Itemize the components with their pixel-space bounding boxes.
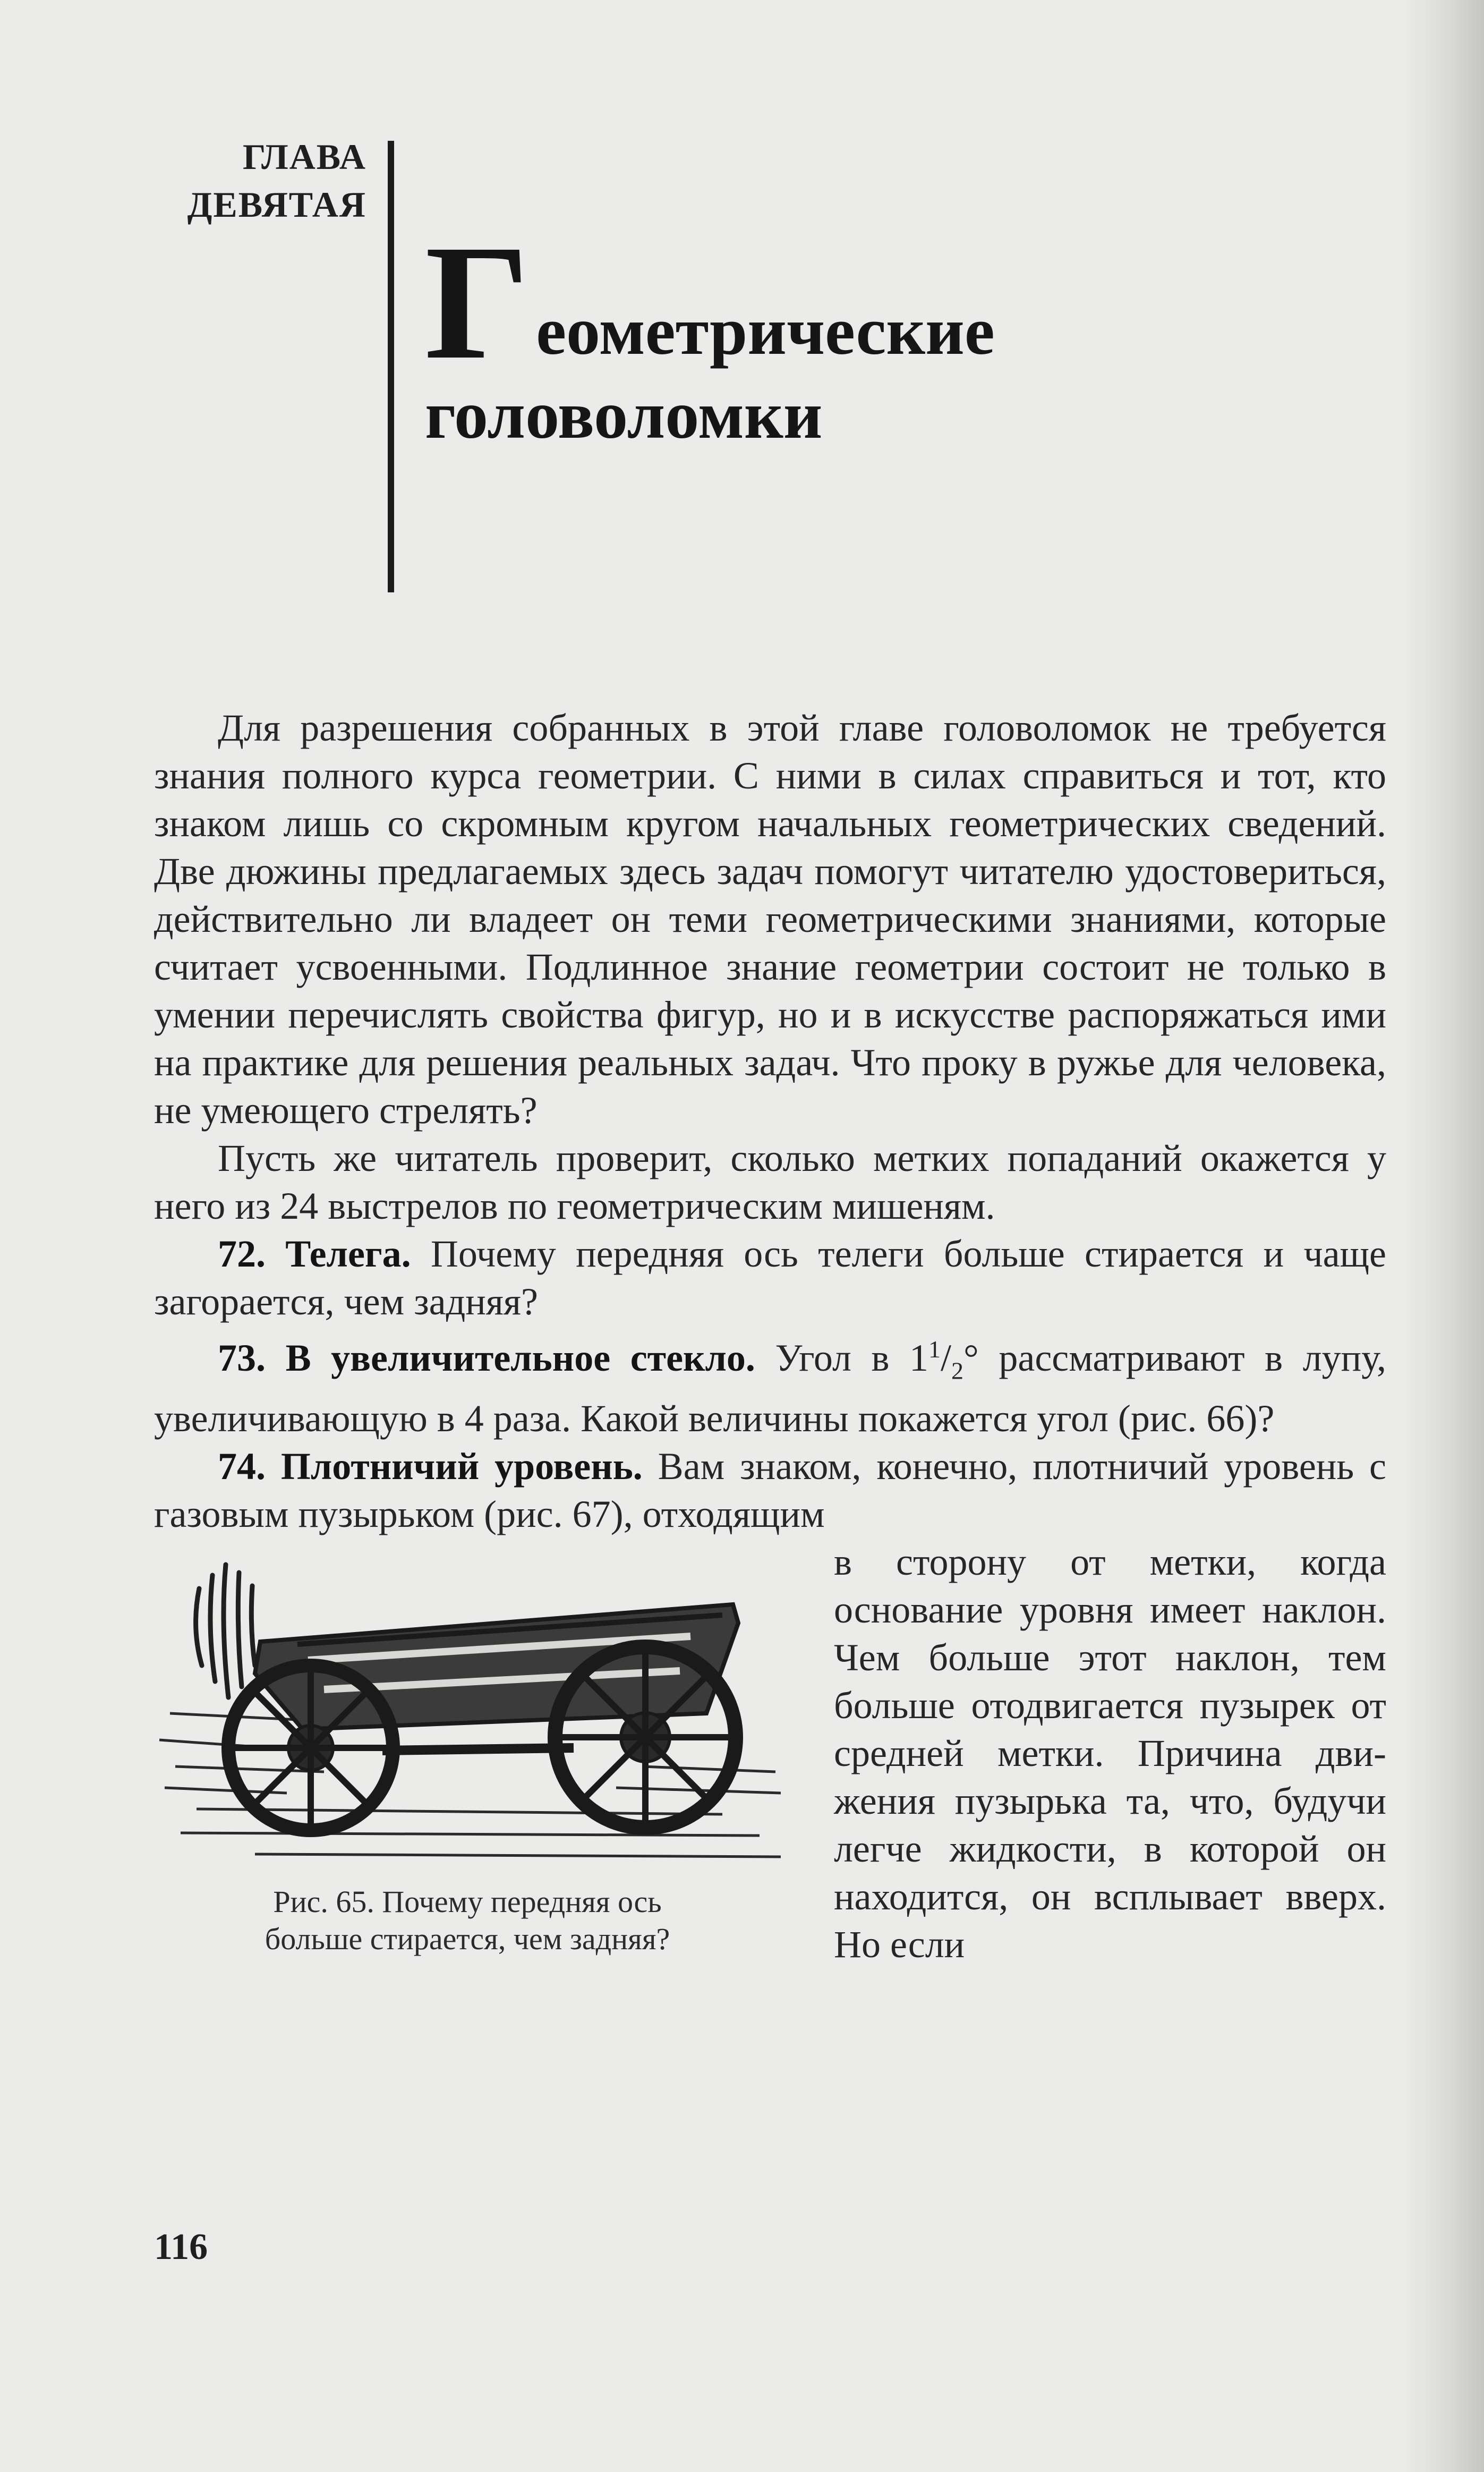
cart-illustration <box>149 1538 802 1878</box>
title-line1-rest: еометрические <box>536 293 995 369</box>
problem-72 <box>154 1230 1386 1326</box>
figure-65-caption <box>149 1883 786 1958</box>
problem-73-fraction-numerator: 1 <box>928 1336 941 1363</box>
intro-paragraph-1: Для разрешения собранных в этой главе головоломок не требуется знания полного курса геометрии. С ними в силах справиться и тот, кто знаком лишь со скромным кругом начальных геометрических сведений. Две дюжины предлагаемых здесь задач помогут читателю удостовериться, действительно ли владеет он теми геометрическими знаниями, которые считает усвоенными. Подлинное знание геометрии состоит не только в умении перечислять свойства фигур, но и в искусстве распоряжаться ими на практике для решения реальных задач. Что проку в ружье для человека, не умеющего стрелять? <box>154 707 1386 1132</box>
intro-paragraph-2: Пусть же читатель проверит, сколько метких попаданий окажется у него из 24 выстрелов по геометрическим мишеням. <box>154 1137 1386 1227</box>
chapter-label-line2: ДЕВЯТАЯ <box>187 184 366 225</box>
page-edge-shadow <box>1404 0 1484 2472</box>
chapter-label <box>159 133 366 228</box>
problem-74-heading: 74. Плотничий уровень. <box>218 1445 643 1488</box>
rear-wheel <box>555 1647 736 1828</box>
caption-line1: Рис. 65. Почему передняя ось <box>273 1884 662 1919</box>
problem-73-text-before: Угол в 1 <box>775 1337 929 1379</box>
problem-74-text-intro: Вам знаком, конечно, плотничий уровень с газовым пузырьком (рис. 67), отходящим <box>154 1445 1387 1536</box>
figure-65 <box>149 1538 802 1957</box>
caption-line2: больше стирается, чем задняя? <box>265 1922 670 1957</box>
front-wheel <box>228 1666 393 1830</box>
chapter-vertical-rule <box>388 141 394 592</box>
problem-74-wrapped-text: в сторону от метки, когда основание уровня имеет наклон. Чем больше этот наклон, тем больше отодвигается пузырек от средней метки. Причина движения пузырька та, что, будучи легче жидкости, в которой он находится, он всплывает вверх. Но если <box>834 1541 1386 1966</box>
problem-74-intro <box>154 1442 1386 1538</box>
chapter-label-line1: ГЛАВА <box>243 137 366 177</box>
problem-73-heading: 73. В увеличительное стекло. <box>218 1337 755 1379</box>
body-text <box>154 704 1386 1968</box>
problem-73-fraction-denominator: 2 <box>951 1357 964 1384</box>
problem-72-heading: 72. Телега. <box>218 1233 411 1275</box>
problem-73: 73. В увеличительное стекло. Угол в $1^1/_2^\circ$ рассматривают в лупу, увеличивающую в 4 раза. Какой величины покажется угол (рис. 66)? <box>154 1336 1386 1440</box>
chapter-title <box>425 213 1222 455</box>
problem-73-text-after: ° рассматривают в лупу, увеличивающую в 4 раза. Какой величины покажется угол (рис. 66)? <box>154 1337 1386 1440</box>
problem-72-text: Почему передняя ось телеги больше стирается и чаще загорается, чем задняя? <box>154 1233 1386 1323</box>
title-dropcap: Г <box>425 211 530 394</box>
title-line2: головоломки <box>425 377 823 453</box>
page-number: 116 <box>154 2227 208 2267</box>
